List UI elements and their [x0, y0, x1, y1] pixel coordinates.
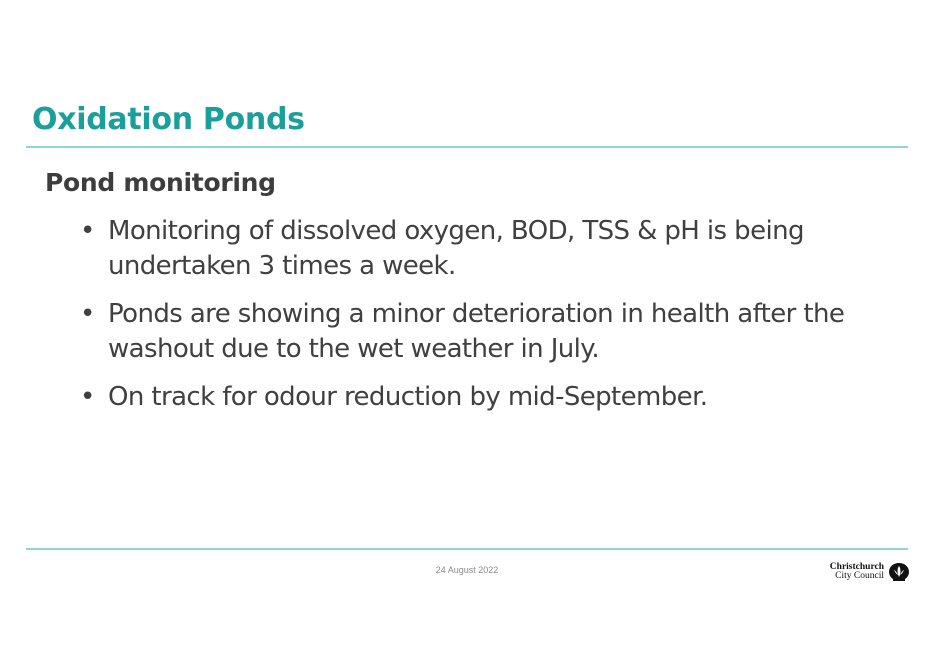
- bullet-item: [80, 380, 900, 415]
- bullet-dot-icon: •: [80, 382, 95, 412]
- leaf-emblem-icon: [888, 562, 910, 582]
- logo-line-2: City Council: [835, 571, 884, 581]
- bullet-text: Monitoring of dissolved oxygen, BOD, TSS & pH is being undertaken 3 times a week.: [108, 216, 804, 281]
- bullet-text: Ponds are showing a minor deterioration in health after the washout due to the wet weather in July.: [108, 299, 845, 364]
- footer-divider: [26, 548, 908, 550]
- slide-title: Oxidation Ponds: [32, 102, 305, 137]
- footer-date: 24 August 2022: [435, 565, 499, 575]
- bullet-item: [80, 297, 900, 367]
- council-logo: [828, 561, 910, 583]
- bullet-text: On track for odour reduction by mid-September.: [108, 382, 708, 412]
- slide-subtitle: Pond monitoring: [45, 168, 276, 197]
- bullet-dot-icon: •: [80, 299, 95, 329]
- bullet-list: [80, 214, 900, 428]
- bullet-item: [80, 214, 900, 284]
- title-divider: [26, 146, 908, 148]
- logo-line-1: Christchurch: [829, 562, 884, 572]
- bullet-dot-icon: •: [80, 216, 95, 246]
- logo-text: [830, 563, 884, 581]
